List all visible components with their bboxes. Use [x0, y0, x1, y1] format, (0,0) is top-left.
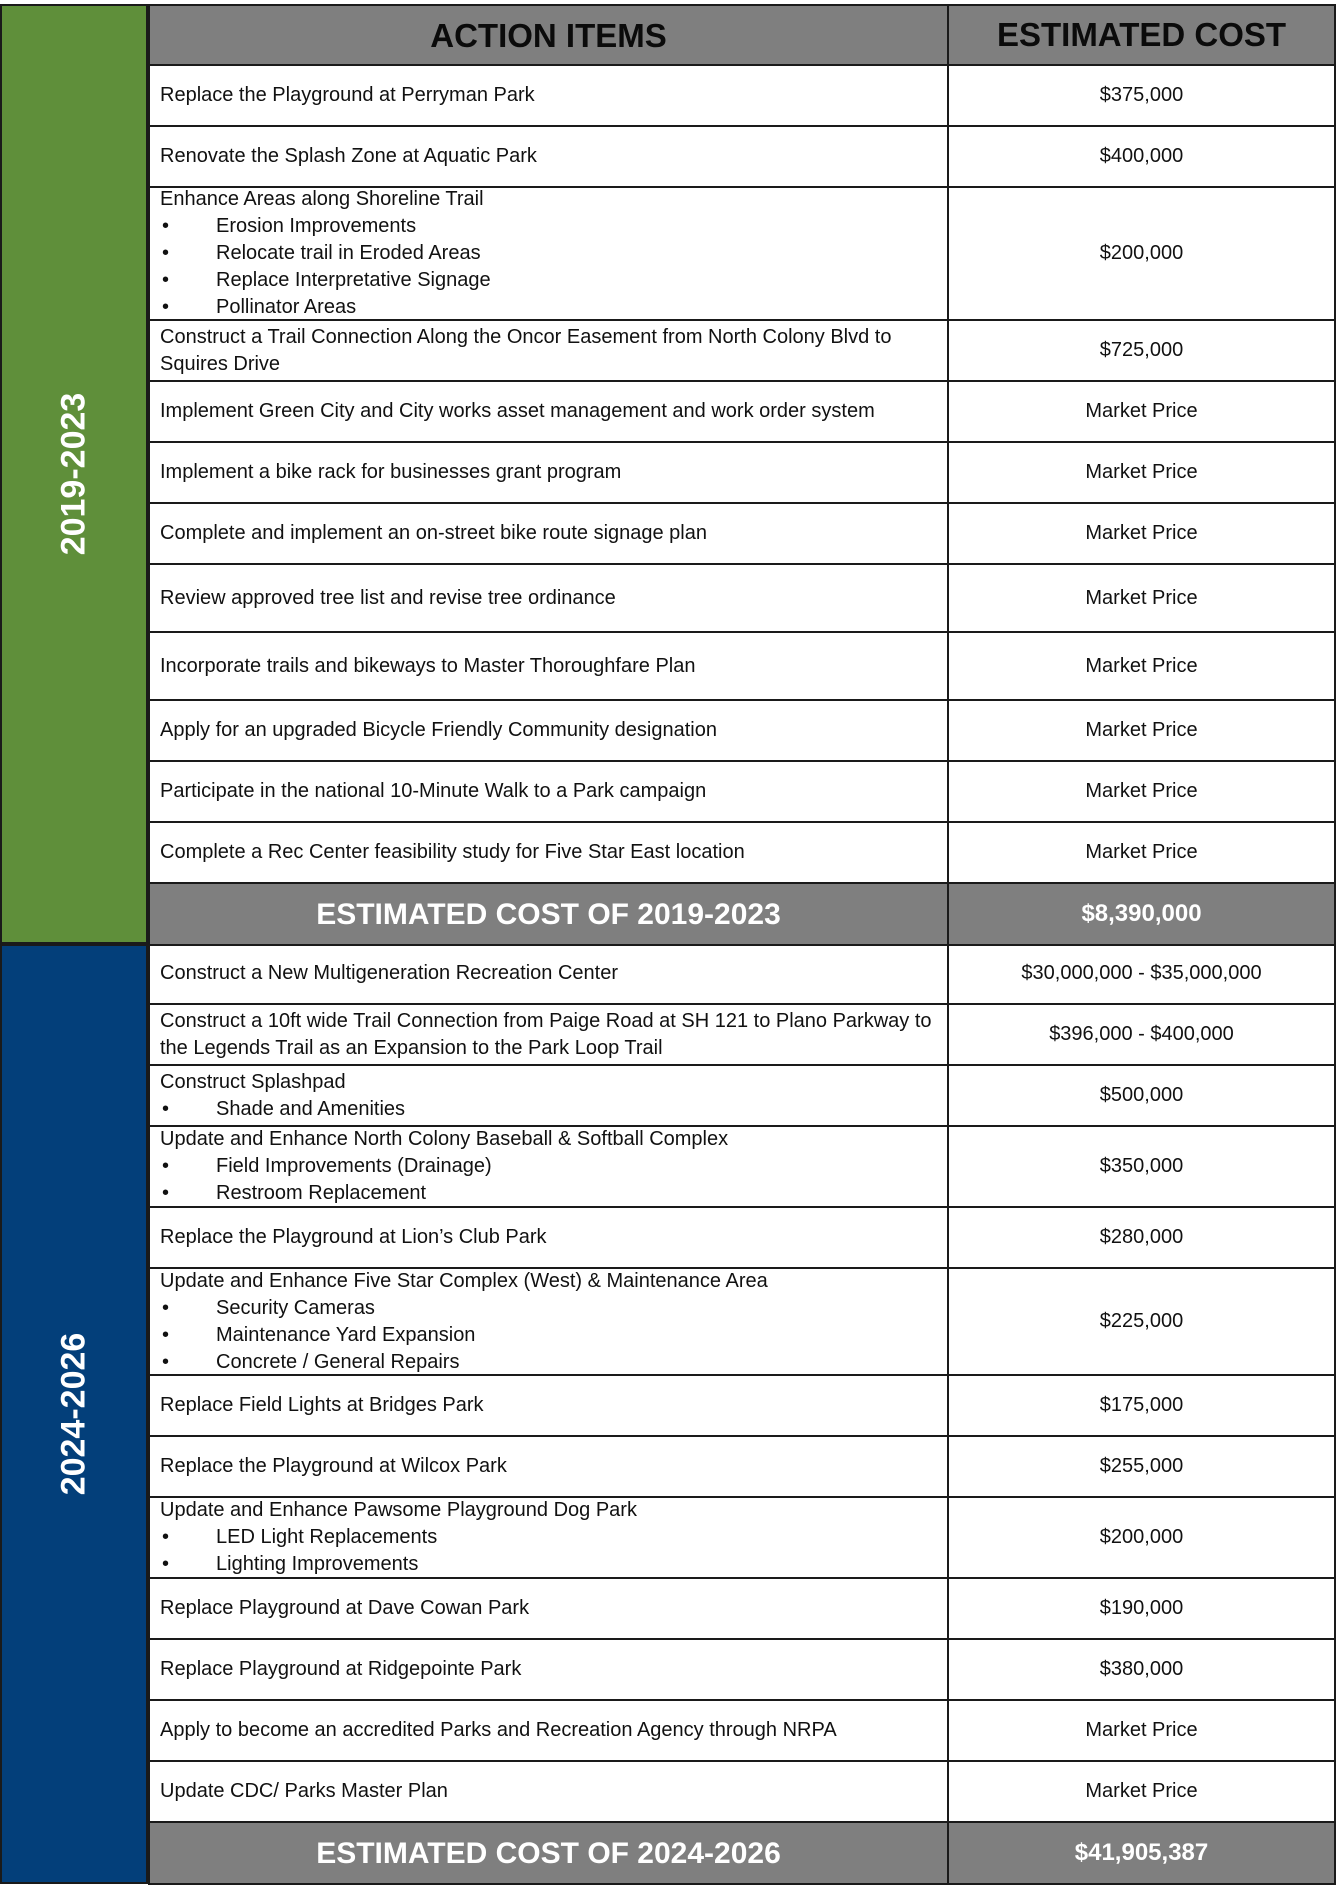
action-item-text: Apply to become an accredited Parks and Recreation Agency through NRPA — [160, 1719, 837, 1741]
estimated-cost-cell: $400,000 — [949, 127, 1336, 186]
action-item-text: Update and Enhance North Colony Baseball & Softball Complex — [160, 1128, 729, 1150]
estimated-cost-cell: $280,000 — [949, 1208, 1336, 1267]
action-item-cell — [148, 127, 949, 186]
section-grid — [148, 4, 1336, 944]
estimated-cost-cell: $725,000 — [949, 321, 1336, 380]
section-total-row — [148, 884, 1336, 946]
action-item-cell — [148, 1437, 949, 1496]
estimated-cost-cell: Market Price — [949, 701, 1336, 760]
action-item-cell — [148, 762, 949, 821]
header-estimated-cost: ESTIMATED COST — [949, 6, 1336, 64]
action-item-text: Replace the Playground at Lion’s Club Park — [160, 1226, 547, 1248]
action-item-cell — [148, 188, 949, 319]
action-item-text: Update and Enhance Pawsome Playground Dog Park — [160, 1499, 637, 1521]
action-item-cell — [148, 701, 949, 760]
estimated-cost-cell: Market Price — [949, 504, 1336, 563]
section-2019-2023 — [0, 4, 1337, 944]
table-row — [148, 382, 1336, 443]
action-item-cell — [148, 1208, 949, 1267]
table-row — [148, 633, 1336, 701]
action-item-text: Review approved tree list and revise tree ordinance — [160, 586, 616, 609]
table-row — [148, 443, 1336, 504]
sub-item: • Concrete / General Repairs — [160, 1349, 937, 1376]
action-item-text: Incorporate trails and bikeways to Master Thoroughfare Plan — [160, 654, 696, 677]
estimated-cost-cell: Market Price — [949, 633, 1336, 699]
sub-item: • Shade and Amenities — [160, 1096, 937, 1123]
estimated-cost-cell: Market Price — [949, 1701, 1336, 1760]
total-value: $41,905,387 — [949, 1823, 1336, 1883]
total-value: $8,390,000 — [949, 884, 1336, 944]
estimated-cost-cell: $350,000 — [949, 1127, 1336, 1206]
table-row — [148, 1498, 1336, 1579]
action-item-text: Renovate the Splash Zone at Aquatic Park — [160, 145, 537, 167]
table-row — [148, 321, 1336, 382]
table-header-row — [148, 4, 1336, 66]
period-band — [0, 4, 148, 944]
table-row — [148, 701, 1336, 762]
estimated-cost-cell: Market Price — [949, 762, 1336, 821]
table-row — [148, 565, 1336, 633]
action-item-text: Construct Splashpad — [160, 1070, 346, 1093]
table-row — [148, 1208, 1336, 1269]
action-item-cell — [148, 382, 949, 441]
action-item-text: Replace Playground at Ridgepointe Park — [160, 1658, 522, 1680]
action-item-cell — [148, 1127, 949, 1206]
sub-item-list — [160, 213, 937, 321]
sub-item: • Replace Interpretative Signage — [160, 267, 937, 294]
action-item-cell — [148, 1579, 949, 1638]
action-item-cell — [148, 321, 949, 380]
table-row — [148, 944, 1336, 1005]
estimated-cost-cell: $380,000 — [949, 1640, 1336, 1699]
estimated-cost-cell: $225,000 — [949, 1269, 1336, 1374]
estimated-cost-cell: Market Price — [949, 1762, 1336, 1821]
action-item-cell — [148, 1640, 949, 1699]
section-2024-2026 — [0, 944, 1337, 1884]
estimated-cost-cell: $30,000,000 - $35,000,000 — [949, 944, 1336, 1003]
sub-item-list — [160, 1096, 937, 1123]
sub-item-list — [160, 1524, 937, 1578]
table-row — [148, 1005, 1336, 1066]
action-item-text: Complete and implement an on-street bike route signage plan — [160, 522, 707, 544]
action-item-cell — [148, 1762, 949, 1821]
sub-item: • Security Cameras — [160, 1295, 937, 1322]
table-row — [148, 1579, 1336, 1640]
total-label: ESTIMATED COST OF 2019-2023 — [148, 884, 949, 944]
action-item-text: Construct a 10ft wide Trail Connection from Paige Road at SH 121 to Plano Parkway to the Legends Trail as an Expansion to the Park Loop Trail — [160, 1009, 932, 1059]
estimated-cost-cell: $500,000 — [949, 1066, 1336, 1125]
sub-item: • Maintenance Yard Expansion — [160, 1322, 937, 1349]
table-row — [148, 66, 1336, 127]
action-item-text: Update and Enhance Five Star Complex (West) & Maintenance Area — [160, 1269, 768, 1292]
table-row — [148, 762, 1336, 823]
action-item-text: Implement a bike rack for businesses grant program — [160, 461, 622, 483]
estimated-cost-cell: $255,000 — [949, 1437, 1336, 1496]
action-item-cell — [148, 565, 949, 631]
action-item-cell — [148, 1269, 949, 1374]
estimated-cost-cell: $200,000 — [949, 188, 1336, 319]
estimated-cost-cell: Market Price — [949, 823, 1336, 882]
sub-item: • Field Improvements (Drainage) — [160, 1153, 937, 1180]
table-row — [148, 1066, 1336, 1127]
table-row — [148, 1269, 1336, 1376]
sub-item: • Erosion Improvements — [160, 213, 937, 240]
table-row — [148, 1701, 1336, 1762]
sub-item: • LED Light Replacements — [160, 1524, 937, 1551]
action-item-cell — [148, 1376, 949, 1435]
section-grid — [148, 944, 1336, 1884]
table-row — [148, 504, 1336, 565]
table-row — [148, 1762, 1336, 1823]
action-item-cell — [148, 1066, 949, 1125]
action-item-text: Implement Green City and City works asset management and work order system — [160, 400, 875, 422]
table-row — [148, 188, 1336, 321]
action-item-text: Enhance Areas along Shoreline Trail — [160, 188, 484, 210]
estimated-cost-cell: $200,000 — [949, 1498, 1336, 1577]
header-action-items: ACTION ITEMS — [148, 6, 949, 64]
action-item-cell — [148, 944, 949, 1003]
action-item-cell — [148, 504, 949, 563]
sub-item-list — [160, 1153, 937, 1207]
table-row — [148, 1437, 1336, 1498]
estimated-cost-cell: $190,000 — [949, 1579, 1336, 1638]
action-item-text: Replace the Playground at Wilcox Park — [160, 1455, 507, 1477]
action-item-text: Apply for an upgraded Bicycle Friendly Community designation — [160, 719, 717, 741]
period-label: 2019-2023 — [54, 392, 93, 556]
period-band — [0, 944, 148, 1884]
estimated-cost-cell: $375,000 — [949, 66, 1336, 125]
action-item-cell — [148, 633, 949, 699]
action-item-text: Replace the Playground at Perryman Park — [160, 84, 535, 106]
action-item-cell — [148, 1498, 949, 1577]
action-item-text: Update CDC/ Parks Master Plan — [160, 1780, 448, 1802]
sub-item: • Restroom Replacement — [160, 1180, 937, 1207]
action-item-text: Participate in the national 10-Minute Walk to a Park campaign — [160, 780, 707, 802]
action-item-cell — [148, 443, 949, 502]
action-item-cell — [148, 66, 949, 125]
estimated-cost-cell: Market Price — [949, 443, 1336, 502]
estimated-cost-cell: $175,000 — [949, 1376, 1336, 1435]
table-row — [148, 823, 1336, 884]
sub-item: • Relocate trail in Eroded Areas — [160, 240, 937, 267]
action-item-text: Construct a New Multigeneration Recreation Center — [160, 962, 618, 984]
action-item-text: Construct a Trail Connection Along the Oncor Easement from North Colony Blvd to Squires Drive — [160, 325, 892, 375]
total-label: ESTIMATED COST OF 2024-2026 — [148, 1823, 949, 1883]
action-item-text: Replace Playground at Dave Cowan Park — [160, 1597, 530, 1619]
sub-item: • Pollinator Areas — [160, 294, 937, 321]
table-row — [148, 1127, 1336, 1208]
action-item-cell — [148, 1701, 949, 1760]
action-item-text: Complete a Rec Center feasibility study for Five Star East location — [160, 841, 745, 863]
action-item-text: Replace Field Lights at Bridges Park — [160, 1394, 484, 1416]
estimated-cost-cell: Market Price — [949, 382, 1336, 441]
action-item-cell — [148, 823, 949, 882]
table-row — [148, 127, 1336, 188]
table-row — [148, 1640, 1336, 1701]
period-label: 2024-2026 — [54, 1332, 93, 1496]
estimated-cost-cell: Market Price — [949, 565, 1336, 631]
sub-item-list — [160, 1295, 937, 1376]
section-total-row — [148, 1823, 1336, 1885]
action-item-cell — [148, 1005, 949, 1064]
estimated-cost-cell: $396,000 - $400,000 — [949, 1005, 1336, 1064]
cost-table — [0, 4, 1337, 1884]
table-row — [148, 1376, 1336, 1437]
sub-item: • Lighting Improvements — [160, 1551, 937, 1578]
